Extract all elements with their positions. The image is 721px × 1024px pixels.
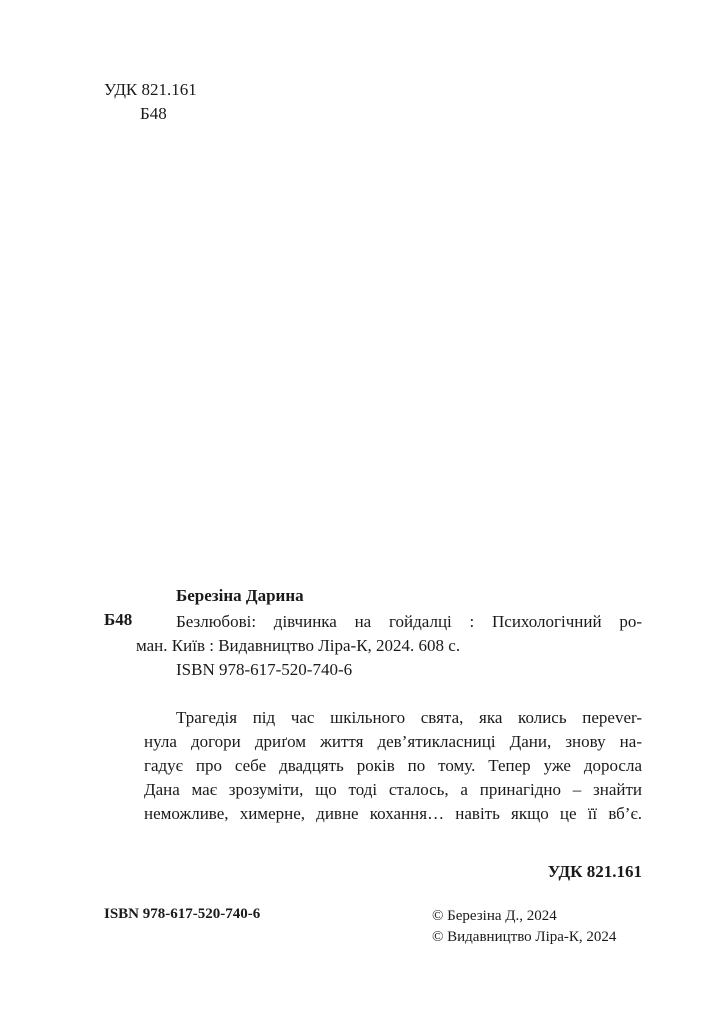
copyright-publisher: © Видавництво Ліра-К, 2024 [432, 929, 617, 945]
annotation-line: Трагедія під час шкільного свята, яка колись переver- [176, 708, 642, 727]
annotation-line: нула догори дриґом життя дев’ятикласниці Дани, знову на- [144, 732, 642, 751]
bibliographic-description [104, 610, 642, 682]
annotation-line: гадує про себе двадцять років по тому. Тепер уже доросла [144, 756, 642, 775]
annotation-line: Дана має зрозуміти, що тоді сталось, а принагідно – знайти [144, 780, 642, 799]
isbn-footer: ISBN 978-617-520-740-6 [104, 906, 261, 922]
isbn-catalog: ISBN 978-617-520-740-6 [176, 660, 353, 679]
bbk-mark: Б48 [104, 610, 133, 629]
bibliographic-line: ман. Київ : Видавництво Ліра-К, 2024. 608 с. [136, 636, 461, 655]
udk-code-top: УДК 821.161 [104, 80, 197, 99]
author-name: Березіна Дарина [176, 586, 304, 605]
copyright-author: © Березіна Д., 2024 [432, 908, 557, 924]
copyright-block [432, 906, 616, 948]
annotation-line: неможливе, химерне, дивне кохання… навіть якщо це її вб’є. [144, 804, 642, 823]
bbk-code-top: Б48 [140, 104, 167, 123]
udk-code-bottom: УДК 821.161 [547, 862, 642, 881]
bibliographic-line: Безлюбові: дівчинка на гойдалці : Психологічний ро- [176, 612, 642, 631]
annotation-paragraph [144, 706, 642, 826]
